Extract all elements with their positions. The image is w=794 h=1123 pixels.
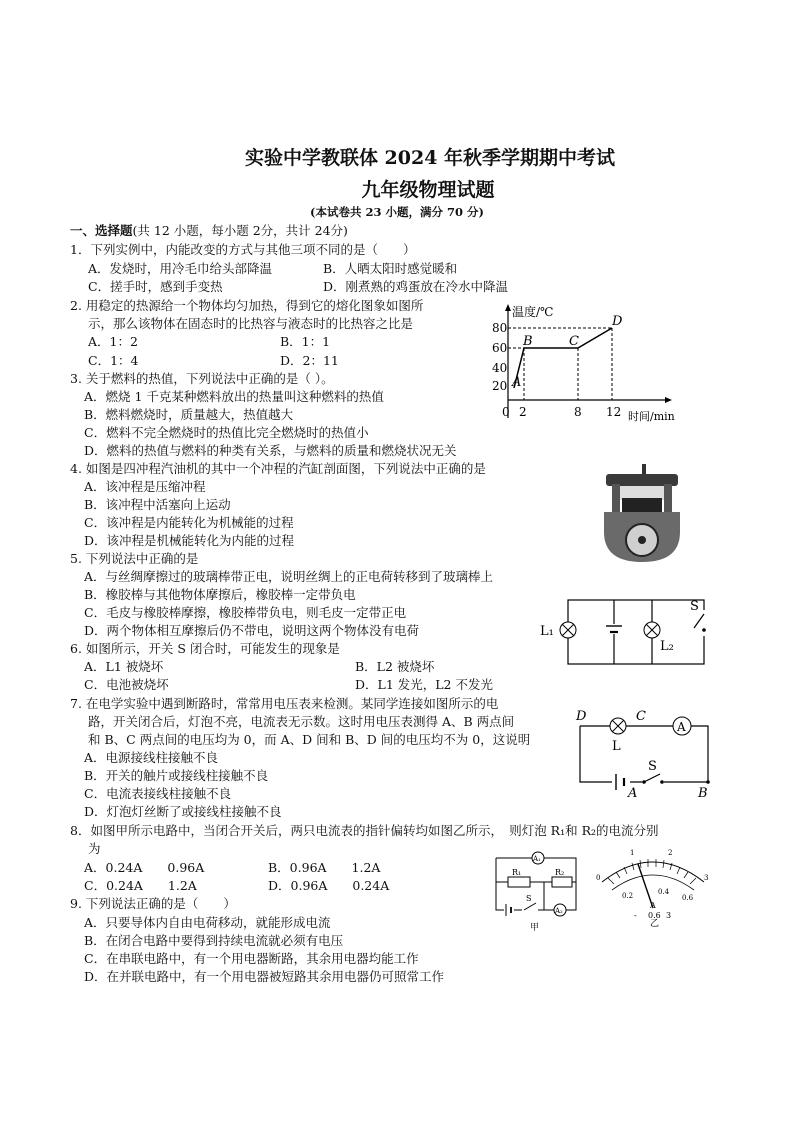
q3-option-d: D．燃料的热值与燃料的种类有关系，与燃料的质量和燃烧状况无关 bbox=[84, 443, 457, 458]
graph-xtick-2: 2 bbox=[519, 405, 527, 419]
q7-stem-3: 和 B、C 两点间的电压均为 0，而 A、D 间和 B、D 间的电压均不为 0，这说明 bbox=[88, 732, 531, 747]
graph-x-label: 时间/min bbox=[628, 410, 675, 423]
q3-option-b: B．燃料燃烧时，质量越大，热值越大 bbox=[84, 407, 294, 422]
q6-label-l2: L₂ bbox=[660, 639, 674, 654]
q7-node-b bbox=[706, 780, 710, 784]
graph-xtick-12: 12 bbox=[606, 405, 622, 419]
q2-stem-1: 2. 用稳定的热源给一个物体均匀加热，得到它的熔化图象如图所 bbox=[70, 298, 424, 313]
q2-option-b: B．1：1 bbox=[280, 334, 331, 349]
section-heading bbox=[70, 222, 348, 239]
q8-option-c: C．0.24A 1.2A bbox=[84, 878, 197, 893]
q6-circuit-wires bbox=[568, 600, 704, 664]
exam-note: (本试卷共 23 小题，满分 70 分) bbox=[310, 205, 484, 219]
q7-circuit-figure bbox=[572, 704, 722, 800]
graph-ytick-80: 80 bbox=[492, 321, 508, 335]
q1-stem: 1．下列实例中，内能改变的方式与其他三项不同的是（ ） bbox=[70, 242, 416, 257]
q3-option-a: A．燃烧 1 千克某种燃料放出的热量叫这种燃料的热值 bbox=[84, 389, 384, 404]
graph-point-c: C bbox=[569, 334, 579, 349]
q6-option-a: A．L1 被烧坏 bbox=[84, 659, 164, 674]
cylinder-wall-right bbox=[664, 484, 672, 512]
q6-circuit-figure bbox=[538, 596, 708, 668]
graph-ytick-40: 40 bbox=[492, 361, 508, 375]
q6-option-d: D．L1 发光，L2 不发光 bbox=[355, 677, 493, 692]
graph-ytick-60: 60 bbox=[492, 341, 508, 355]
q4-stem: 4. 如图是四冲程汽油机的其中一个冲程的汽缸剖面图，下列说法中正确的是 bbox=[70, 461, 486, 476]
dial-ticks bbox=[608, 859, 696, 884]
q1-option-a: A．发烧时，用冷毛巾给头部降温 bbox=[88, 261, 273, 276]
q7-option-a: A．电源接线柱接触不良 bbox=[84, 750, 219, 765]
q2-stem-2: 示，那么该物体在固态时的比热容与液态时的比热容之比是 bbox=[88, 316, 414, 331]
exam-title: 实验中学教联体 2024 年秋季学期期中考试 bbox=[244, 147, 616, 169]
graph-x-arrow bbox=[665, 397, 672, 403]
dial-terminal-0.6: 0.6 bbox=[648, 911, 661, 920]
q8-label-s: S bbox=[526, 894, 532, 903]
q6-option-c: C．电池被烧坏 bbox=[84, 677, 169, 692]
q8-label-jia: 甲 bbox=[530, 923, 540, 933]
q8-option-b: B．0.96A 1.2A bbox=[268, 860, 381, 875]
q3-stem: 3. 关于燃料的热值，下列说法中正确的是（ ）。 bbox=[70, 371, 334, 386]
graph-y-label: 温度/℃ bbox=[512, 305, 554, 319]
q5-option-c: C．毛皮与橡胶棒摩擦，橡胶棒带负电，则毛皮一定带正电 bbox=[84, 605, 407, 620]
engine-cylinder-figure bbox=[598, 462, 688, 566]
melting-graph-figure bbox=[478, 300, 698, 430]
q7-ammeter-label: A bbox=[677, 720, 686, 734]
q8-ammeter-dial-figure bbox=[594, 846, 712, 928]
q9-stem: 9. 下列说法正确的是（ ） bbox=[70, 896, 236, 911]
exam-subtitle: 九年级物理试题 bbox=[361, 179, 495, 201]
dial-arc-inner bbox=[612, 875, 694, 890]
q7-stem-2: 路，开关闭合后，灯泡不亮，电流表无示数。这时用电压表测得 A、B 两点间 bbox=[88, 714, 515, 729]
q8-resistor-r1 bbox=[508, 877, 530, 887]
q7-option-b: B．开关的触片或接线柱接触不良 bbox=[84, 768, 269, 783]
q8-label-a1: A₁ bbox=[533, 855, 541, 863]
q8-option-a: A．0.24A 0.96A bbox=[84, 860, 205, 875]
q3-option-c: C．燃料不完全燃烧时的热值比完全燃烧时的热值小 bbox=[84, 425, 369, 440]
q6-switch-contact bbox=[702, 628, 706, 632]
graph-xtick-0: 0 bbox=[502, 405, 510, 419]
q2-option-d: D．2：11 bbox=[280, 353, 339, 368]
dial-terminal-minus: - bbox=[634, 911, 637, 920]
q7-label-a: A bbox=[628, 786, 638, 800]
q4-option-b: B．该冲程中活塞向上运动 bbox=[84, 497, 231, 512]
q4-option-d: D．该冲程是机械能转化为内能的过程 bbox=[84, 533, 295, 548]
q6-label-l1: L₁ bbox=[540, 624, 554, 639]
dial-scale-0.6: 0.6 bbox=[682, 894, 694, 902]
combustion-chamber bbox=[620, 486, 664, 500]
q7-label-c: C bbox=[636, 709, 646, 724]
cylinder-wall-left bbox=[612, 484, 620, 512]
q5-option-b: B．橡胶棒与其他物体摩擦后，橡胶棒一定带负电 bbox=[84, 587, 356, 602]
graph-xtick-8: 8 bbox=[574, 405, 582, 419]
dial-scale-0.2: 0.2 bbox=[622, 892, 634, 900]
dial-arc-outer bbox=[602, 862, 704, 882]
q8-circuit-figure bbox=[490, 846, 590, 934]
q6-option-b: B．L2 被烧坏 bbox=[355, 659, 435, 674]
q7-switch-b bbox=[660, 780, 664, 784]
q8-label-yi: 乙 bbox=[650, 919, 660, 928]
crank-center bbox=[638, 536, 646, 544]
q7-switch-gap bbox=[642, 774, 664, 786]
q8-stem-1: 8．如图甲所示电路中，当闭合开关后，两只电流表的指针偏转均如图乙所示， 则灯泡 R₁和 R₂的电流分别 bbox=[70, 823, 659, 838]
q9-option-a: A．只要导体内自由电荷移动，就能形成电流 bbox=[84, 915, 331, 930]
q1-option-c: C．搓手时，感到手变热 bbox=[88, 279, 223, 294]
graph-point-d: D bbox=[612, 314, 623, 329]
q9-option-d: D．在并联电路中，有一个用电器被短路其余用电器仍可照常工作 bbox=[84, 969, 445, 984]
dial-scale-zero: 0 bbox=[596, 874, 601, 882]
graph-y-arrow bbox=[505, 304, 511, 311]
dial-scale-end: 3 bbox=[704, 874, 709, 882]
section-heading-label: 一、选择题 bbox=[70, 223, 133, 238]
q8-option-d: D．0.96A 0.24A bbox=[268, 878, 390, 893]
q9-option-b: B．在闭合电路中要得到持续电流就必须有电压 bbox=[84, 933, 344, 948]
q8-label-r2: R₂ bbox=[555, 868, 565, 877]
dial-terminal-3: 3 bbox=[666, 911, 672, 920]
q8-stem-2: 为 bbox=[88, 841, 101, 856]
q7-label-l: L bbox=[612, 739, 621, 754]
q7-label-d: D bbox=[576, 709, 587, 724]
section-heading-desc: (共 12 小题，每小题 2分，共计 24分) bbox=[132, 223, 348, 238]
graph-point-b: B bbox=[523, 334, 533, 349]
q7-label-b: B bbox=[698, 786, 708, 800]
graph-point-a: A bbox=[512, 375, 522, 390]
q8-resistor-r2 bbox=[552, 877, 572, 887]
q7-label-s: S bbox=[648, 759, 657, 774]
dial-scale-top-1: 1 bbox=[630, 849, 635, 857]
q6-stem: 6. 如图所示，开关 S 闭合时，可能发生的现象是 bbox=[70, 641, 340, 656]
q4-option-c: C．该冲程是内能转化为机械能的过程 bbox=[84, 515, 294, 530]
graph-ytick-20: 20 bbox=[492, 379, 508, 393]
q7-stem-1: 7. 在电学实验中遇到断路时，常常用电压表来检测。某同学连接如图所示的电 bbox=[70, 696, 499, 711]
dial-scale-0.4: 0.4 bbox=[658, 888, 670, 896]
q7-switch-a bbox=[642, 780, 646, 784]
q2-option-c: C．1：4 bbox=[88, 353, 139, 368]
q6-label-s: S bbox=[690, 599, 699, 614]
dial-scale-top-2: 2 bbox=[668, 849, 673, 857]
q5-option-a: A．与丝绸摩擦过的玻璃棒带正电，说明丝绸上的正电荷转移到了玻璃棒上 bbox=[84, 569, 494, 584]
q7-option-d: D．灯泡灯丝断了或接线柱接触不良 bbox=[84, 804, 282, 819]
q7-option-c: C．电流表接线柱接触不良 bbox=[84, 786, 232, 801]
dial-terminal-a: A bbox=[650, 901, 656, 910]
q6-switch-gap bbox=[698, 610, 708, 636]
q5-option-d: D．两个物体相互摩擦后仍不带电，说明这两个物体没有电荷 bbox=[84, 623, 420, 638]
q4-option-a: A．该冲程是压缩冲程 bbox=[84, 479, 206, 494]
q9-option-c: C．在串联电路中，有一个用电器断路，其余用电器均能工作 bbox=[84, 951, 419, 966]
q7-circuit-wires bbox=[580, 726, 708, 782]
q2-option-a: A．1：2 bbox=[88, 334, 138, 349]
q8-label-a2: A₂ bbox=[555, 907, 563, 915]
q1-option-d: D．刚煮熟的鸡蛋放在冷水中降温 bbox=[323, 279, 509, 294]
piston bbox=[622, 498, 662, 512]
q5-stem: 5. 下列说法中正确的是 bbox=[70, 551, 199, 566]
q8-label-r1: R₁ bbox=[512, 868, 522, 877]
q1-option-b: B．人晒太阳时感觉暖和 bbox=[323, 261, 458, 276]
